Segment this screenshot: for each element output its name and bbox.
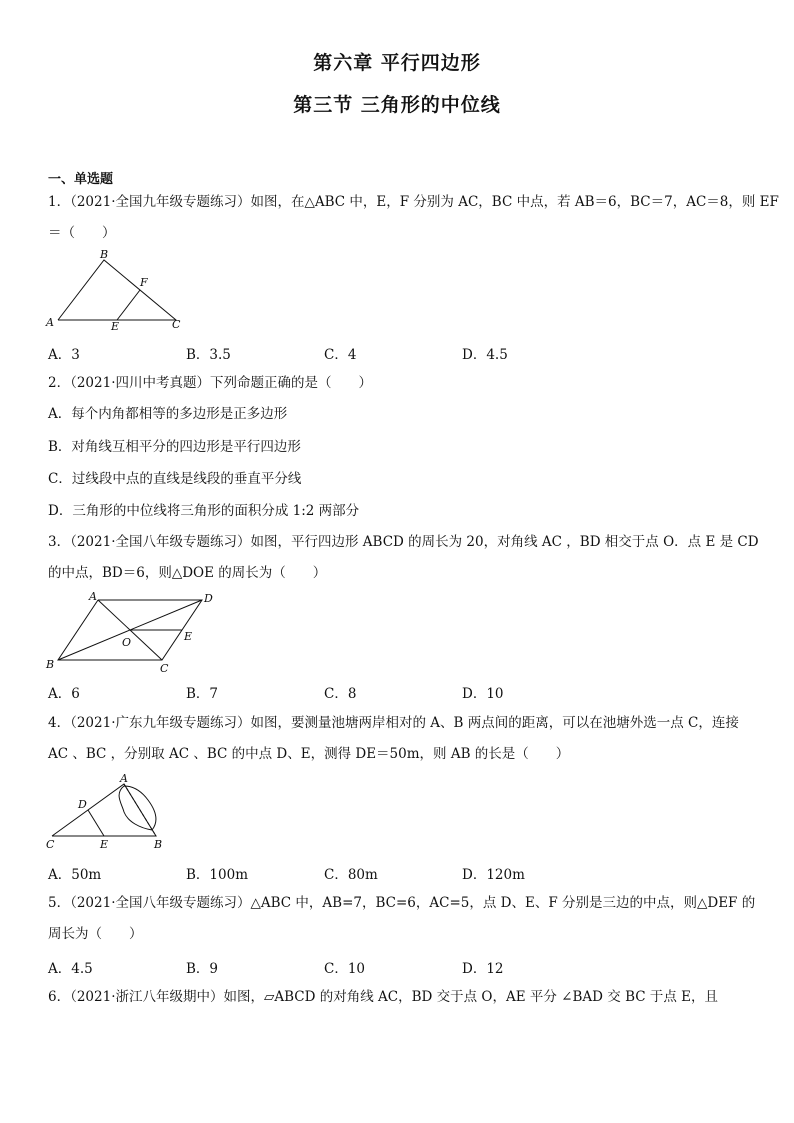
question-type-heading: 一、单选题 [48, 172, 114, 187]
q2-option-c[interactable]: C．过线段中点的直线是线段的垂直平分线 [48, 471, 302, 487]
q4-label-b: B [154, 838, 163, 851]
q4-option-d[interactable]: D．120m [462, 867, 525, 883]
q1-text-line-2: ＝（ ） [48, 225, 116, 241]
q4-label-d: D [78, 798, 87, 811]
q4-midline-de [88, 810, 104, 836]
chapter-title: 第六章 平行四边形 [313, 52, 481, 74]
q4-text-line-1: 4．（2021·广东九年级专题练习）如图，要测量池塘两岸相对的 A、B 两点间的距离，可以在池塘外选一点 C，连接 [48, 715, 739, 731]
q4-label-a: A [120, 772, 128, 785]
q4-label-c: C [46, 838, 55, 851]
q2-option-a[interactable]: A．每个内角都相等的多边形是正多边形 [48, 406, 288, 422]
q5-text-line-2: 周长为（ ） [48, 926, 143, 942]
q1-triangle-abc [58, 260, 176, 320]
q4-option-a[interactable]: A．50m [48, 867, 102, 883]
q1-option-d[interactable]: D．4.5 [462, 347, 508, 363]
q5-option-d[interactable]: D．12 [462, 961, 504, 977]
q3-label-a: A [89, 590, 97, 603]
q5-option-c[interactable]: C．10 [324, 961, 366, 977]
section-heading: 第三节 三角形的中位线 [293, 94, 501, 116]
q3-option-c[interactable]: C．8 [324, 686, 357, 702]
q2-text-line-1: 2．（2021·四川中考真题）下列命题正确的是（ ） [48, 375, 372, 391]
q1-text-line-1: 1．（2021·全国九年级专题练习）如图，在△ABC 中，E，F 分别为 AC，BC 中点，若 AB＝6，BC＝7，AC＝8，则 EF [48, 194, 779, 210]
q3-option-a[interactable]: A．6 [48, 686, 80, 702]
q5-option-b[interactable]: B．9 [186, 961, 219, 977]
q5-text-line-1: 5．（2021·全国八年级专题练习）△ABC 中，AB=7，BC=6，AC=5，点 D、E、F 分别是三边的中点，则△DEF 的 [48, 895, 756, 911]
q6-text-line-1: 6．（2021·浙江八年级期中）如图，▱ABCD 的对角线 AC，BD 交于点 O，AE 平分 ∠BAD 交 BC 于点 E，且 [48, 989, 719, 1005]
q1-label-b: B [100, 248, 109, 261]
q1-midline-ef [117, 290, 140, 320]
q4-label-e: E [100, 838, 109, 851]
q2-option-d[interactable]: D．三角形的中位线将三角形的面积分成 1:2 两部分 [48, 503, 360, 519]
q1-option-c[interactable]: C．4 [324, 347, 357, 363]
q1-label-a: A [46, 316, 54, 329]
q3-label-e: E [184, 630, 193, 643]
q3-text-line-1: 3．（2021·全国八年级专题练习）如图，平行四边形 ABCD 的周长为 20，对角线 AC ，BD 相交于点 O．点 E 是 CD [48, 534, 759, 550]
q3-option-b[interactable]: B．7 [186, 686, 219, 702]
q3-label-c: C [160, 662, 169, 675]
q4-pond-outline [119, 786, 156, 830]
q3-label-d: D [204, 592, 213, 605]
q5-option-a[interactable]: A．4.5 [48, 961, 93, 977]
q1-option-b[interactable]: B．3.5 [186, 347, 231, 363]
q4-pond-figure [44, 772, 184, 858]
q3-label-b: B [46, 658, 55, 671]
q4-option-b[interactable]: B．100m [186, 867, 248, 883]
q3-text-line-2: 的中点，BD＝6，则△DOE 的周长为（ ） [48, 565, 327, 581]
q2-option-b[interactable]: B．对角线互相平分的四边形是平行四边形 [48, 439, 301, 455]
q1-label-e: E [111, 320, 120, 333]
q1-label-c: C [172, 318, 181, 331]
q4-option-c[interactable]: C．80m [324, 867, 378, 883]
q4-text-line-2: AC 、BC ，分别取 AC 、BC 的中点 D、E，测得 DE＝50m，则 AB 的长是（ ） [48, 746, 570, 762]
q1-option-a[interactable]: A．3 [48, 347, 80, 363]
q3-label-o: O [122, 636, 132, 649]
q1-label-f: F [140, 276, 148, 289]
q3-parallelogram-figure [44, 588, 224, 678]
q1-triangle-figure [44, 248, 204, 338]
q3-option-d[interactable]: D．10 [462, 686, 504, 702]
